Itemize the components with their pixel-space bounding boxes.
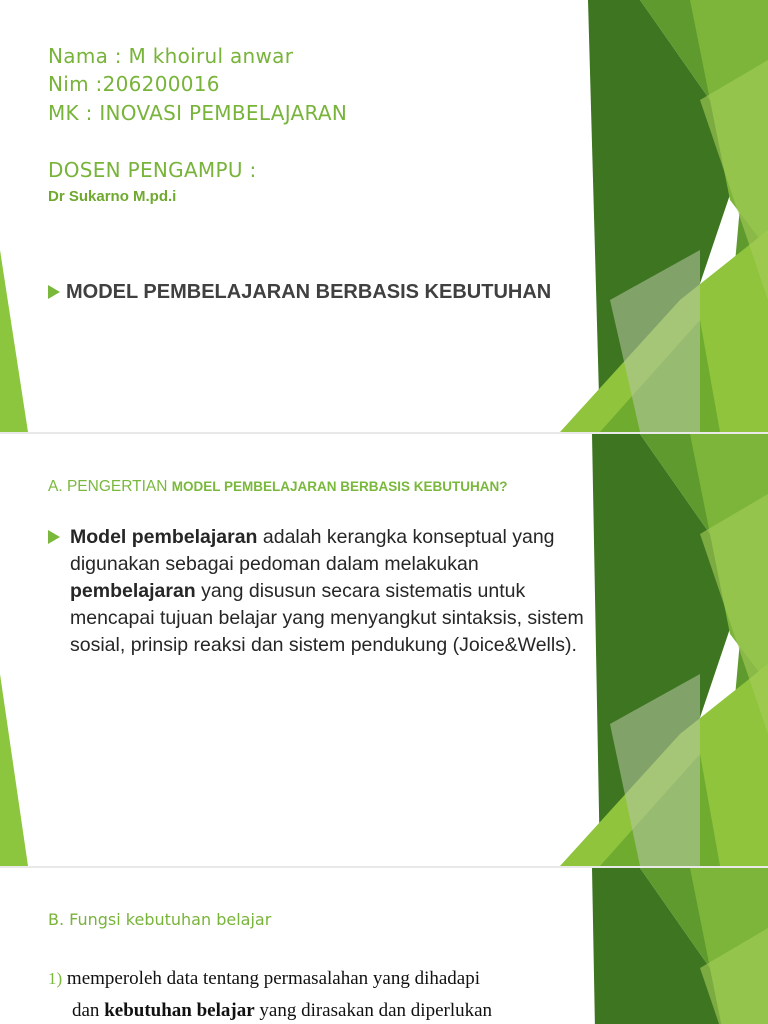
list-item: [48, 968, 480, 990]
list-item-text: memperoleh data tentang permasalahan yang dihadapi: [66, 968, 481, 989]
slide-3: [0, 868, 768, 1024]
student-name: Nama : M khoirul anwar: [48, 44, 294, 68]
bullet-arrow-icon: [48, 285, 60, 299]
list-item-continuation: [72, 1000, 492, 1022]
slide-1: [0, 0, 768, 432]
lecturer-name: Dr Sukarno M.pd.i: [48, 188, 177, 205]
course-name: MK : INOVASI PEMBELAJARAN: [48, 101, 348, 125]
paragraph-text: adalah kerangka konseptual yang digunakan sebagai pedoman dalam melakukan: [70, 526, 555, 575]
term-kebutuhan-belajar: kebutuhan belajar: [104, 1000, 255, 1021]
lecturer-label: DOSEN PENGAMPU :: [48, 158, 257, 182]
paragraph-text: yang disusun secara sistematis untuk mencapai tujuan belajar yang menyangkut sintaksis, sistem sosial, prinsip reaksi dan sistem pendukung (Joice&Wells).: [70, 580, 584, 656]
slide-2: [0, 434, 768, 866]
section-heading-a: [48, 478, 508, 496]
list-item-text: yang dirasakan dan diperlukan: [254, 1000, 493, 1021]
list-number: 1): [48, 969, 63, 988]
term-pembelajaran: pembelajaran: [70, 580, 196, 602]
presentation-title: MODEL PEMBELAJARAN BERBASIS KEBUTUHAN: [66, 281, 552, 303]
section-heading-b: B. Fungsi kebutuhan belajar: [48, 910, 272, 929]
heading-bold: MODEL PEMBELAJARAN BERBASIS KEBUTUHAN?: [171, 479, 508, 494]
heading-prefix: A. PENGERTIAN: [48, 478, 172, 495]
term-model-pembelajaran: Model pembelajaran: [70, 526, 258, 548]
bullet-arrow-icon: [48, 530, 60, 544]
list-item-text: dan: [72, 1000, 105, 1021]
student-nim: Nim :206200016: [48, 72, 220, 96]
definition-paragraph: [70, 524, 590, 659]
